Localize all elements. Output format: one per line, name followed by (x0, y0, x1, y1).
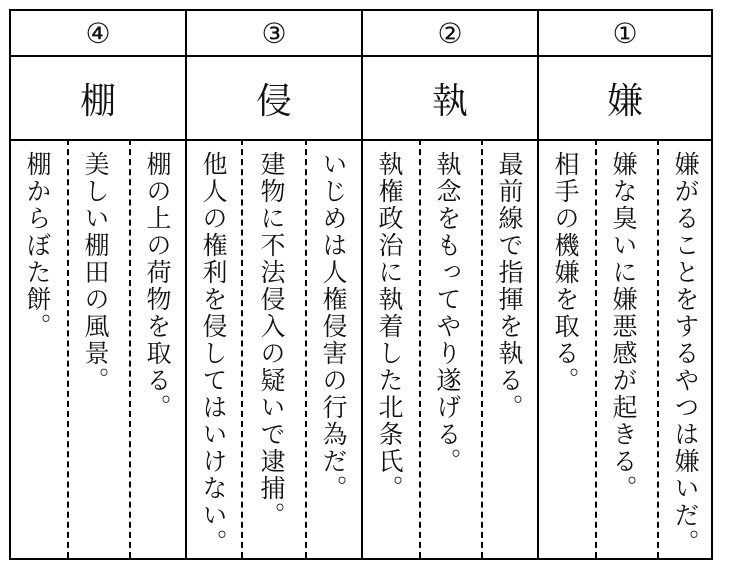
example-sentence: 美しい棚田の風景。 (81, 151, 110, 394)
sentence-divider (67, 139, 69, 558)
example-sentence: 嫌がることをするやつは嫌いだ。 (671, 151, 700, 556)
column-number: ④ (85, 16, 111, 50)
target-kanji: 執 (431, 80, 468, 122)
example-sentence: 執念をもってやり遂げる。 (433, 151, 462, 475)
example-sentence: 建物に不法侵入の疑いで逮捕。 (257, 151, 286, 529)
example-sentence: 棚の上の荷物を取る。 (143, 151, 172, 421)
target-kanji: 棚 (79, 80, 116, 122)
sentence-divider (305, 139, 307, 558)
sentence-divider (481, 139, 483, 558)
sentence-divider (595, 139, 597, 558)
example-sentence: 他人の権利を侵してはいけない。 (199, 151, 228, 556)
column-number: ① (612, 16, 638, 50)
sentence-divider (657, 139, 659, 558)
example-sentence: 嫌な臭いに嫌悪感が起きる。 (609, 151, 638, 502)
sentence-divider (129, 139, 131, 558)
sentence-divider (419, 139, 421, 558)
example-sentence: 最前線で指揮を執る。 (495, 151, 524, 421)
example-sentence: 執権政治に執着した北条氏。 (375, 151, 404, 502)
example-sentence: 棚からぼた餅。 (23, 151, 52, 340)
target-kanji: 侵 (255, 80, 292, 122)
sentence-divider (241, 139, 243, 558)
column-number: ② (437, 16, 463, 50)
example-sentence: 相手の機嫌を取る。 (551, 151, 580, 394)
column-number: ③ (261, 16, 287, 50)
example-sentence: いじめは人権侵害の行為だ。 (319, 151, 348, 502)
target-kanji: 嫌 (606, 80, 643, 122)
kanji-practice-table (9, 9, 713, 560)
